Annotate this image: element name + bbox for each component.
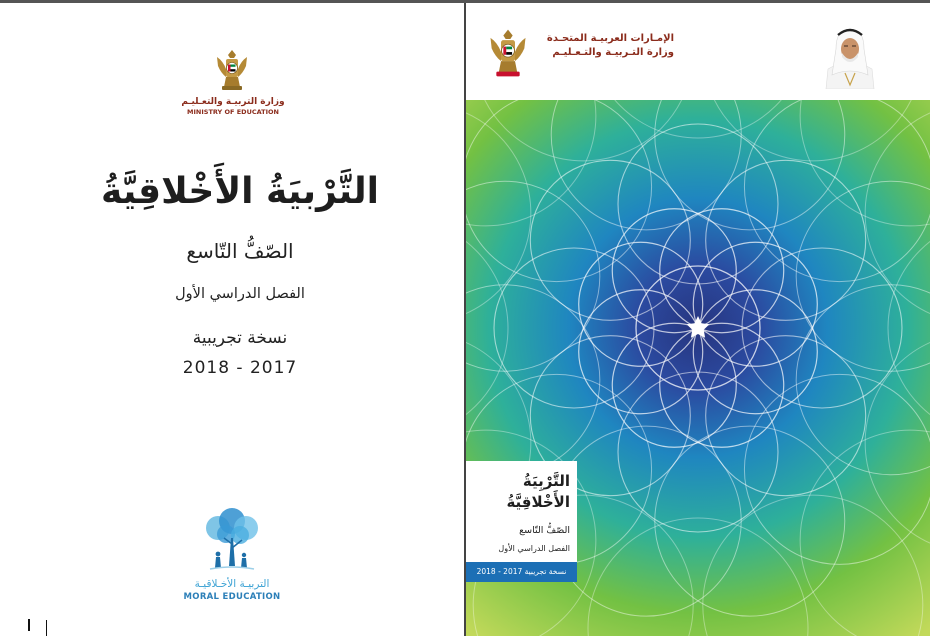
edition-label: نسخة تجريبية [192,328,288,348]
academic-year: 2018 - 2017 [182,358,298,378]
moral-education-english: MORAL EDUCATION [183,592,281,602]
cover-header [466,3,930,100]
ministry-name-arabic: وزارة التربيـة والتعـليـم [181,97,285,107]
uae-falcon-emblem-icon [214,47,250,93]
moral-education-arabic: التربيـة الأخـلاقيـة [194,578,270,590]
ministry-name-arabic: وزارة التـربيـة والتـعـليـم [552,47,674,58]
left-title-page [0,3,464,636]
book-title: التَّرْبيَةُ الأَخْلاقِيَّةُ [100,171,380,212]
cover-edition-band: نسخة تجريبية 2017 - 2018 [466,562,577,582]
cover-grade-label: الصّفُّ التّاسع [519,525,570,536]
cover-title [466,471,570,513]
crop-mark [28,619,30,631]
cover-title-line-1: التَّرْبِيَةُ [522,472,570,490]
country-name-arabic: الإمـارات العربيـة المتحـدة [546,33,674,44]
tree-logo-icon [196,508,268,574]
cover-title-box [466,461,577,582]
portrait-image [818,19,882,89]
semester-label: الفصل الدراسي الأول [175,286,305,302]
uae-falcon-emblem-icon [487,25,529,81]
ministry-name-english: MINISTRY OF EDUCATION [187,108,279,116]
crop-mark [46,620,47,636]
cover-semester-label: الفصل الدراسي الأول [498,544,570,553]
cover-title-line-2: الأَخْلاقِيَّةُ [506,493,570,511]
grade-label: الصّفُّ التّاسع [186,239,294,263]
